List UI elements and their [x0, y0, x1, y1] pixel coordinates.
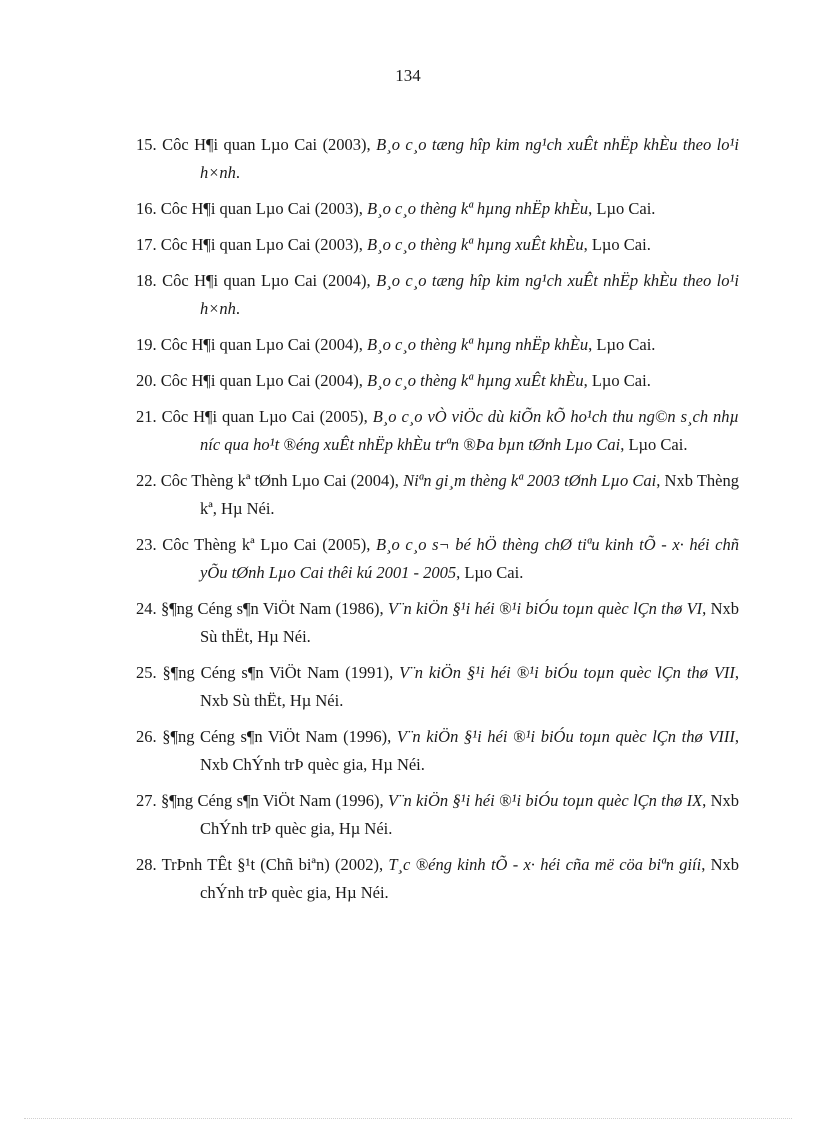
reference-number: 28.: [136, 855, 157, 874]
reference-title: V¨n kiÖn §¹i héi ®¹i biÓu toµn quèc lÇn thø IX: [387, 791, 703, 810]
reference-title: B¸o c¸o thèng kª hµng nhËp khÈu: [367, 335, 589, 354]
reference-tail: , Nxb chÝnh trÞ quèc gia, Hµ Néi.: [200, 855, 740, 902]
reference-title: B¸o c¸o s¬ bé hÖ thèng chØ tiªu kinh tÕ - x· héi chñ yÕu tØnh Lµo Cai thêi kú 2001 - 2005: [200, 535, 740, 582]
reference-author: §¶ng Céng s¶n ViÖt Nam (1996),: [160, 791, 384, 810]
reference-tail: , Nxb ChÝnh trÞ quèc gia, Hµ Néi.: [200, 791, 740, 838]
reference-title: T¸c ®éng kinh tÕ - x· héi cña më cöa biªn giíi: [388, 855, 702, 874]
page-bottom-rule: [24, 1118, 792, 1119]
reference-item: [136, 723, 739, 779]
reference-tail: .: [235, 163, 241, 182]
reference-title: B¸o c¸o vÒ viÖc dù kiÕn kÕ ho¹ch thu ng©n s¸ch nhµ níc qua ho¹t ®éng xuÊt nhËp khÈu trªn ®Þa bµn tØnh Lµo Cai: [200, 407, 740, 454]
reference-title: V¨n kiÖn §¹i héi ®¹i biÓu toµn quèc lÇn thø VIII: [396, 727, 735, 746]
reference-item: [136, 467, 739, 523]
reference-tail: , Nxb Sù thËt, Hµ Néi.: [200, 663, 740, 710]
reference-item: [136, 787, 739, 843]
reference-author: Côc Thèng kª tØnh Lµo Cai (2004),: [160, 471, 399, 490]
reference-title: V¨n kiÖn §¹i héi ®¹i biÓu toµn quèc lÇn thø VII: [399, 663, 735, 682]
reference-author: Côc Thèng kª Lµo Cai (2005),: [162, 535, 371, 554]
reference-author: §¶ng Céng s¶n ViÖt Nam (1996),: [162, 727, 392, 746]
reference-tail: , Nxb Sù thËt, Hµ Néi.: [200, 599, 740, 646]
reference-item: [136, 131, 739, 187]
reference-title: B¸o c¸o tæng hîp kim ng¹ch xuÊt nhËp khÈu theo lo¹i h×nh: [200, 271, 740, 318]
reference-tail: , Nxb ChÝnh trÞ quèc gia, Hµ Néi.: [200, 727, 739, 774]
reference-title: B¸o c¸o thèng kª hµng xuÊt khÈu: [367, 371, 584, 390]
reference-tail: , Lµo Cai.: [620, 435, 688, 454]
reference-number: 22.: [136, 471, 157, 490]
reference-author: Côc H¶i quan Lµo Cai (2003),: [162, 135, 371, 154]
reference-number: 18.: [136, 271, 157, 290]
reference-tail: , Nxb Thèng kª, Hµ Néi.: [200, 471, 739, 518]
reference-author: Côc H¶i quan Lµo Cai (2004),: [162, 271, 371, 290]
reference-number: 20.: [136, 371, 157, 390]
reference-item: [136, 331, 739, 359]
reference-author: Côc H¶i quan Lµo Cai (2004),: [160, 371, 363, 390]
reference-item: [136, 531, 739, 587]
reference-number: 15.: [136, 135, 157, 154]
reference-list: [136, 131, 739, 915]
reference-item: [136, 231, 739, 259]
reference-tail: , Lµo Cai.: [588, 199, 656, 218]
reference-author: §¶ng Céng s¶n ViÖt Nam (1986),: [160, 599, 384, 618]
reference-author: Côc H¶i quan Lµo Cai (2003),: [160, 235, 363, 254]
reference-item: [136, 851, 739, 907]
page-number: 134: [395, 66, 421, 85]
reference-item: [136, 367, 739, 395]
reference-author: §¶ng Céng s¶n ViÖt Nam (1991),: [162, 663, 394, 682]
reference-number: 26.: [136, 727, 157, 746]
reference-tail: , Lµo Cai.: [583, 371, 651, 390]
reference-number: 19.: [136, 335, 157, 354]
reference-number: 23.: [136, 535, 157, 554]
reference-tail: .: [235, 299, 241, 318]
reference-title: B¸o c¸o thèng kª hµng xuÊt khÈu: [367, 235, 584, 254]
reference-title: B¸o c¸o thèng kª hµng nhËp khÈu: [367, 199, 589, 218]
reference-number: 21.: [136, 407, 157, 426]
reference-item: [136, 659, 739, 715]
reference-item: [136, 267, 739, 323]
reference-author: Côc H¶i quan Lµo Cai (2005),: [161, 407, 368, 426]
reference-item: [136, 195, 739, 223]
reference-author: Côc H¶i quan Lµo Cai (2003),: [160, 199, 363, 218]
reference-tail: , Lµo Cai.: [583, 235, 651, 254]
reference-item: [136, 403, 739, 459]
reference-title: V¨n kiÖn §¹i héi ®¹i biÓu toµn quèc lÇn thø VI: [387, 599, 703, 618]
reference-title: B¸o c¸o tæng hîp kim ng¹ch xuÊt nhËp khÈu theo lo¹i h×nh: [200, 135, 740, 182]
reference-title: Niªn gi¸m thèng kª 2003 tØnh Lµo Cai: [403, 471, 657, 490]
reference-number: 17.: [136, 235, 157, 254]
reference-number: 25.: [136, 663, 157, 682]
reference-tail: , Lµo Cai.: [456, 563, 524, 582]
reference-number: 24.: [136, 599, 157, 618]
reference-item: [136, 595, 739, 651]
reference-tail: , Lµo Cai.: [588, 335, 656, 354]
reference-number: 27.: [136, 791, 157, 810]
reference-number: 16.: [136, 199, 157, 218]
reference-author: TrÞnh TÊt §¹t (Chñ biªn) (2002),: [161, 855, 384, 874]
reference-author: Côc H¶i quan Lµo Cai (2004),: [160, 335, 363, 354]
